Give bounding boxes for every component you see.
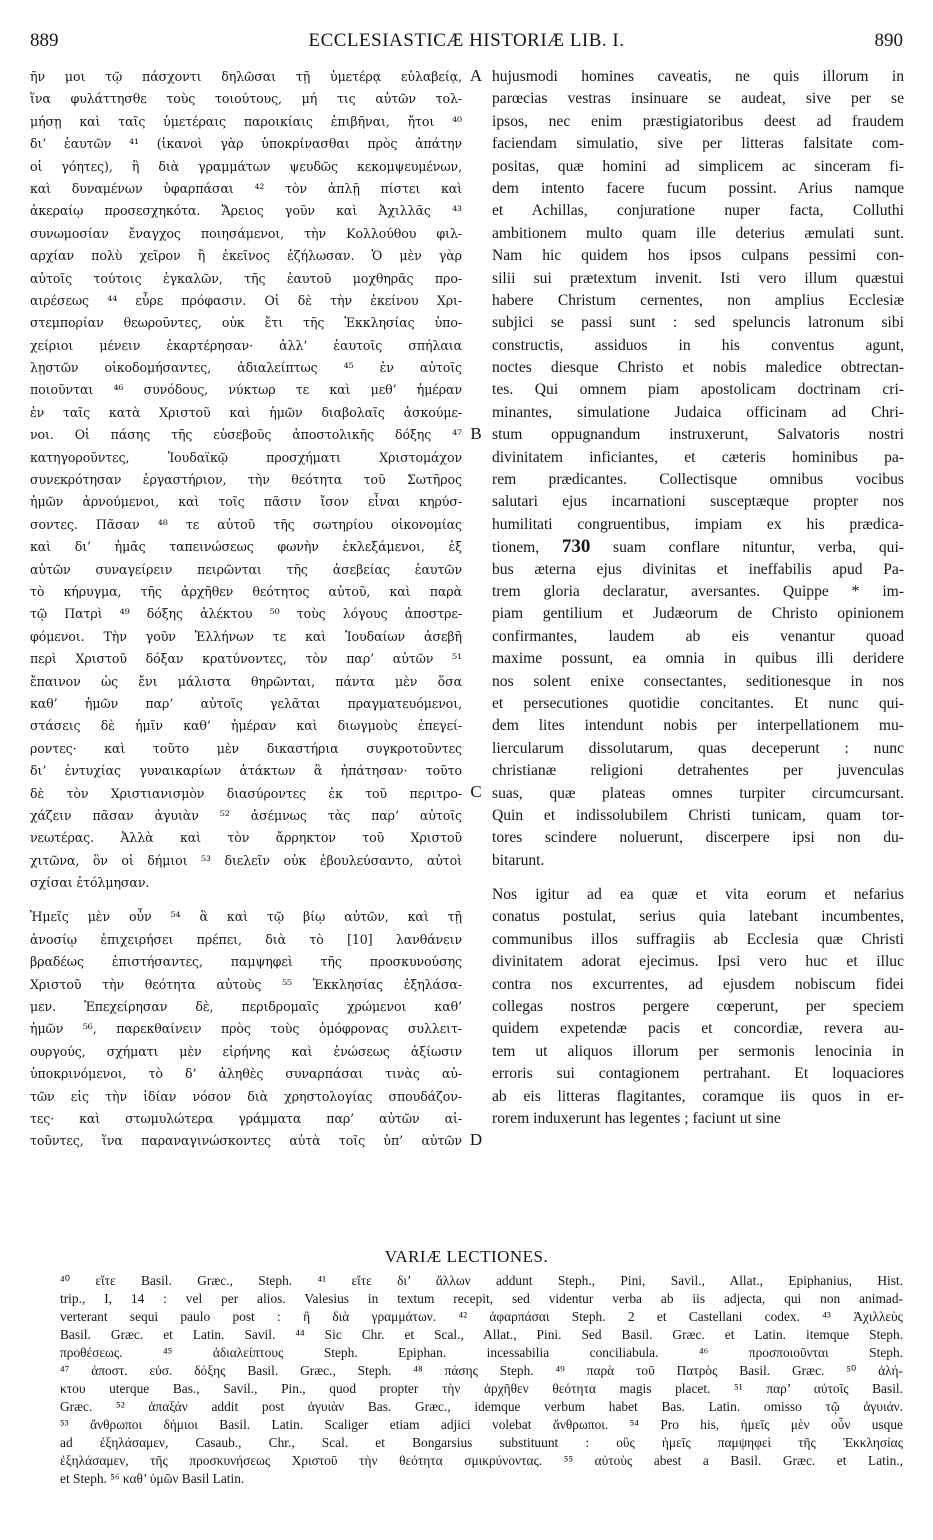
greek-text-line: αιρέσεως ⁴⁴ εὗρε πρόφασιν. Οἱ δὲ τὴν ἐκείνου Χρι- [30,292,462,308]
latin-text-line: bus æterna ejus divinitas et ineffabilis apud Pa- [492,560,904,578]
latin-text-line: suas, quæ plateas omnes turpiter circumcursant. [492,784,904,802]
greek-text-line: μεν. Ἐπεχείρησαν δὲ, περιδρομαῖς χρώμενοι καθ’ [30,999,462,1015]
latin-text-line: collegas nostros pergere cœperunt, per speciem [492,998,904,1016]
variant-note-line: προθέσεως. ⁴⁵ ἀδιαλείπτους Steph. Epiphan. incessabilia conciliabula. ⁴⁶ προσποιοῦνται Steph. [60,1345,903,1360]
latin-text-line: rorem induxerunt has legentes ; faciunt ut sine [492,1109,781,1127]
latin-text-line: liercularum dissolutarum, quas deceperunt : nunc [492,739,904,757]
greek-text-line: ἡμῶν ἀρνούμενοι, καὶ τοῖς πᾶσιν ἴσον εἶναι κηρύσ- [30,494,462,510]
latin-text-line: et persecutiones quotidie concitantes. Et nunc qui- [492,694,904,712]
latin-text-line: et Achillas, conjuratione nuper facta, Colluthi [492,202,904,220]
greek-text-line: δι’ ἑαυτῶν ⁴¹ (ἱκανοὶ γὰρ ὑποκρίνασθαι πρὸς ἀπάτην [30,136,462,152]
latin-text-line: nos solent enixe consectantes, seditionesque in nos [492,672,904,690]
latin-text-line: dem lites intendunt nobis per interpellationem mu- [492,717,904,735]
latin-text-line: positas, quæ homini ad simplicem ac sinceram fi- [492,157,904,175]
greek-text-line: τοῦντες, ἵνα παραναγινώσκοντες αὐτὰ τοῖς ὑπ’ αὐτῶν [30,1133,462,1149]
variant-note-line: ἐξηλάσαμεν, τῆς προσκυνήσεως Χριστοῦ τὴν θεότητα σμικρύνοντας. ⁵⁵ αὐτοὺς abest a Basil. Græc. et Latin., [60,1453,903,1468]
latin-text-line: contra nos excurrentes, ad ejusdem nobiscum fidei [492,975,904,993]
variant-note-line: ⁴⁷ ἀποστ. εὐσ. δόξης Basil. Græc., Steph. ⁴⁸ πάσης Steph. ⁴⁹ παρὰ τοῦ Πατρὸς Basil. Græc. ⁵⁰ ἀλή- [60,1363,903,1378]
latin-text-line: communibus illos suffragiis ab Ecclesia quæ Christi [492,930,904,948]
greek-text-line: μήσῃ καὶ ταῖς ὑμετέραις παροικίαις ἐπιβῆναι, ἤτοι ⁴⁰ [30,113,462,129]
latin-text-line: tes. Qui omnem piam apostolicam doctrinam cri- [492,381,904,399]
greek-text-line: ἀνοσίῳ ἐπιχειρήσει πρέπει, διὰ τὸ [10] λανθάνειν [30,931,462,947]
latin-text-line: tionem, 730 suam conflare nituntur, verba, qui- [492,536,904,558]
greek-text-line: ἡμῶν ⁵⁶, παρεκθαίνειν πρὸς τοὺς ὁμόφρονας συλλειτ- [30,1021,462,1037]
latin-text-line: divinitatem adorat ejecimus. Ipsi vero huc et illuc [492,953,904,971]
variant-note-line: et Steph. ⁵⁶ καθ’ ὑμῶν Basil Latin. [60,1471,245,1486]
greek-text-line: τὸ κήρυγμα, τῆς ἀρχῆθεν θεότητος αὐτοῦ, καὶ παρὰ [30,583,462,599]
greek-text-line: καθ’ ἡμῶν παρ’ αὐτοῖς γελᾶται πραγματευόμενοι, [30,695,462,711]
latin-text-line: tores scindere noluerunt, discerpere ipsi non du- [492,829,904,847]
latin-text-line: maxime possunt, ea omnia in quibus illi deridere [492,650,904,668]
latin-text-line: constructis, assiduos in his conventus agunt, [492,336,904,354]
variant-note-line: ⁴⁰ εἴτε Basil. Græc., Steph. ⁴¹ εἴτε δι’ ἄλλων addunt Steph., Pini, Savil., Allat., Epiphanius, Hist. [60,1273,903,1288]
latin-text-line: parœcias vestras insinuare se audeat, sive per se [492,90,904,108]
latin-text-line: hujusmodi homines caveatis, ne quis illorum in [492,68,904,85]
latin-text-line: Quin et indissolubilem Christi tunicam, quam tor- [492,806,904,824]
greek-text-line: ροντες· καὶ τοῦτο μὲν δικαστήρια συγκροτοῦντες [30,740,462,756]
greek-text-line: ὑποκρινόμενοι, τὸ δ’ ἀληθὲς συναρπάσαι τινὰς αὐ- [30,1066,462,1082]
running-header [30,30,903,56]
latin-text-line: subjici se passi sunt : sed speluncis latronum sibi [492,314,904,332]
variant-note-line: κτου uterque Bas., Savil., Pin., quod propter τὴν ἀρχῆθεν θεότητα magis placet. ⁵¹ παρ’ αὐτοῖς Basil. [60,1381,903,1396]
greek-text-line: ἔπαινον ὡς ἔνι μάλιστα θηρῶνται, πάντα μὲν ὅσα [30,673,462,689]
latin-text-column [492,66,904,1130]
variant-readings-title: VARIÆ LECTIONES. [384,1247,549,1266]
variant-readings-notes [60,1272,903,1488]
latin-text-line: noctes diesque Christo et nobis maledice obtrectan- [492,359,904,377]
greek-text-line: αὐτοῖς τούτοις ἐγκαλῶν, τῆς ἑαυτοῦ μοχθηρᾶς προ- [30,270,462,286]
greek-text-line: σχίσαι ἐτόλμησαν. [30,875,150,891]
greek-text-line: σοντες. Πᾶσαν ⁴⁸ τε αὐτοῦ τῆς σωτηρίου οἰκονομίας [30,516,462,532]
greek-text-line: χιτῶνα, ὃν οἱ δήμιοι ⁵³ διελεῖν οὐκ ἐβουλεύσαντο, αὐτοὶ [30,852,462,868]
greek-text-line: νοι. Οἱ πάσης τῆς εὐσεβοῦς ἀποστολικῆς δόξης ⁴⁷ [30,427,462,443]
latin-text-line: minantes, simulatione Judaica officinam ad Chri- [492,403,904,421]
greek-text-line: ῆν μοι τῷ πάσχοντι δηλῶσαι τῇ ὑμετέρᾳ εὐλαβείᾳ, [30,69,462,84]
variant-note-line: verterant sequi paulo post : ἢ διὰ γραμμάτων. ⁴² ἀφαρπάσαι Steph. 2 et Castellani codex. ⁴³ Ἀχιλλεὺς [60,1309,903,1324]
greek-text-line: καὶ δυναμένων ὑφαρπάσαι ⁴² τὸν ἁπλῇ πίστει καὶ [30,180,462,196]
latin-text-line: Nos igitur ad ea quæ et vita eorum et nefarius [492,886,904,904]
latin-text-line: divinitatem inficiantes, et cæteris hominibus pa- [492,448,904,466]
latin-text-line: silii sui prætextum invenit. Isti vero illum quæstui [492,269,904,287]
latin-text-line: confirmantes, laudem ab eis venantur quoad [492,627,904,645]
greek-text-line: καὶ δι’ ἡμᾶς ταπεινώσεως φωνὴν ἐκλεξάμενοι, ἐξ [30,539,462,555]
latin-text-line: ab eis litteras flagitantes, coramque iis quos in er- [492,1087,904,1105]
running-title: ECCLESIASTICÆ HISTORIÆ LIB. I. [308,30,625,51]
margin-marker-b: B [470,424,482,443]
latin-text-line: piam gentilium et Judæorum de Christo opinionem [492,605,904,623]
variant-note-line: ad ἐξηλάσαμεν, Casaub., Chr., Scal. et Bongarsius substituunt : οὓς ἡμεῖς παμψηφεὶ τῆς Ἐκκλησίας [60,1435,903,1450]
latin-text-line: quidem expetendæ pacis et concordiæ, revera au- [492,1020,904,1038]
greek-text-line: λῃστῶν οἰκοδομήσαντες, ἀδιαλείπτως ⁴⁵ ἐν αὐτοῖς [30,360,462,376]
greek-text-line: δὲ τὸν Χριστιανισμὸν διασύροντες ἐκ τοῦ περιτρο- [30,785,462,801]
greek-text-line: ποιοῦνται ⁴⁶ συνόδους, νύκτωρ τε καὶ μεθ’ ἡμέραν [30,382,462,398]
latin-text-line: habere Christum cernentes, non amplius Ecclesiæ [492,291,904,309]
variant-note-line: Græc. ⁵² ἁπαξάν addit post ἀγυιὰν Bas. Græc., idemque verbum habet Bas. Latin. omisso τῷ ἀγυιάν. [60,1399,903,1414]
latin-text-line: Nam hic quidem hos ipsos culpans pessimi con- [492,247,904,265]
greek-text-line: στάσεις δὲ ἡμῖν καθ’ ἡμέραν καὶ διωγμοὺς ἐπεγεί- [30,718,462,734]
latin-text-line: ambitionem multo quam ille deterius æmulati sunt. [492,224,904,242]
greek-text-line: αὐτῶν συναγείρειν πειρῶνται τῆς ἀσεβείας ἑαυτῶν [30,561,462,577]
latin-text-line: ipsos, nec enim præstigiatoribus deest ad fraudem [492,112,904,130]
margin-marker-a: A [469,66,483,85]
margin-marker-d: D [469,1130,483,1149]
latin-text-line: salutari ejus incarnationi susceptæque propter nos [492,493,904,511]
greek-text-line: χείριοι μένειν ἐκαρτέρησαν· ἀλλ’ ἑαυτοῖς σπήλαια [30,337,462,353]
greek-text-line: οἱ γόητες), ἢ διὰ γραμμάτων ψευδῶς κεκομψευμένων, [30,158,462,174]
greek-text-line: ἀκεραίῳ προσεσχηκότα. Ἄρειος γοῦν καὶ Ἀχιλλᾶς ⁴³ [30,203,462,219]
greek-text-line: βραδέως ἐπιστήσαντες, παμψηφεὶ τῆς προσκυνούσης [30,954,462,970]
latin-text-line: humilitati congruentibus, impiam ex his prædica- [492,515,904,533]
latin-text-line: bitarunt. [492,851,545,869]
variant-note-line: Basil. Græc. et Latin. Savil. ⁴⁴ Sic Chr. et Scal., Allat., Pini. Sed Basil. Græc. et Latin. itemque Steph. [60,1327,903,1342]
greek-text-line: τες· καὶ στωμυλώτερα γράμματα παρ’ αὐτῶν αἰ- [30,1110,462,1126]
greek-text-line: νεωτέρας. Ἀλλὰ καὶ τὸν ἄρρηκτον τοῦ Χριστοῦ [30,830,462,846]
variant-note-line: ⁵³ ἄνθρωποι δήμιοι Basil. Latin. Scaliger etiam adjici volebat ἄνθρωποι. ⁵⁴ Pro his, ἡμεῖς μὲν οὖν usque [60,1417,903,1432]
greek-text-line: στεμπορίαν θεωροῦντες, οὐκ ἔτι τῆς Ἐκκλησίας ὑπο- [30,315,462,331]
greek-text-line: κατηγοροῦντες, Ἰουδαϊκῷ προσχήματι Χριστομάχον [30,449,462,465]
latin-text-line: conatus postulat, serius quia latebant incumbentes, [492,908,904,926]
greek-text-line: ουργούς, σχήματι μὲν εἰρήνης καὶ ἑνώσεως ἀξίωσιν [30,1043,462,1059]
greek-text-line: περὶ Χριστοῦ δόξαν κρατύνοντες, τὸν παρ’ αὐτῶν ⁵¹ [30,651,462,667]
margin-marker-c: C [470,782,482,801]
variant-note-line: trip., I, 14 : vel per alios. Valesius in textum recepit, sed videntur verba ab iis adjecta, qui non animad- [60,1291,903,1306]
latin-text-line: trem gloria declaratur, aversantes. Quippe * im- [492,582,904,600]
latin-text-line: dem intento facere fucum possint. Arius namque [492,179,904,197]
page-number-right: 890 [874,30,903,51]
greek-text-line: Χριστοῦ τὴν θεότητα αὐτοὺς ⁵⁵ Ἐκκλησίας ἐξηλάσα- [30,976,462,992]
greek-text-line: τῷ Πατρὶ ⁴⁹ δόξης ἀλέκτου ⁵⁰ τοὺς λόγους ἀποστρε- [30,606,462,622]
latin-text-line: erroris sui contagionem pertrahant. Et loquaciores [492,1065,904,1083]
greek-text-line: φόμενοι. Τὴν γοῦν Ἑλλήνων τε καὶ Ἰουδαίων ἀσεβῆ [30,628,462,644]
latin-text-line: tem ut aliquos illorum per sermonis lenocinia in [492,1042,904,1060]
greek-text-line: δι’ ἐντυχίας γυναικαρίων ἀτάκτων ἃ ἠπάτησαν· τοῦτο [30,763,462,779]
greek-text-line: αρχίαν πολὺ χεῖρον ἢ ἐκεῖνος ἐζήλωσαν. Ὁ μὲν γὰρ [30,248,462,264]
latin-text-line: stum oppugnandum instruxerunt, Salvatoris nostri [492,426,904,444]
greek-text-line: ἐν ταῖς κατὰ Χριστοῦ καὶ ἡμῶν διαβολαῖς ἀσκούμε- [30,404,462,420]
page-number-left: 889 [30,30,59,51]
greek-text-line: ἵνα φυλάττησθε τοὺς τοιούτους, μή τις αὐτῶν τολ- [30,91,462,107]
greek-text-line: χάζειν πᾶσαν ἀγυιὰν ⁵² ἀσέμνως τὰς παρ’ αὐτοῖς [30,807,462,823]
greek-text-line: Ἡμεῖς μὲν οὖν ⁵⁴ ἃ καὶ τῷ βίῳ αὐτῶν, καὶ τῇ [30,909,462,925]
greek-text-column [30,66,462,1153]
greek-text-line: συνωμοσίαν ἔναγχος ποιησάμενοι, τὴν Κολλούθου φιλ- [30,225,462,241]
latin-text-line: christianæ religioni detrahentes per juvenculas [492,762,904,780]
latin-text-line: faciendam simulatio, sive per litteras falsitate com- [492,135,904,153]
greek-text-line: συνεκρότησαν ἐργαστήριον, τὴν θεότητα τοῦ Σωτῆρος [30,472,462,488]
migne-column-number: 730 [561,536,591,558]
latin-text-line: rem prædicantes. Collectisque omnibus vocibus [492,471,904,489]
greek-text-line: τῶν εἰς τὴν ἰδίαν νόσον διὰ χρηστολογίας σπουδάζον- [30,1088,462,1104]
